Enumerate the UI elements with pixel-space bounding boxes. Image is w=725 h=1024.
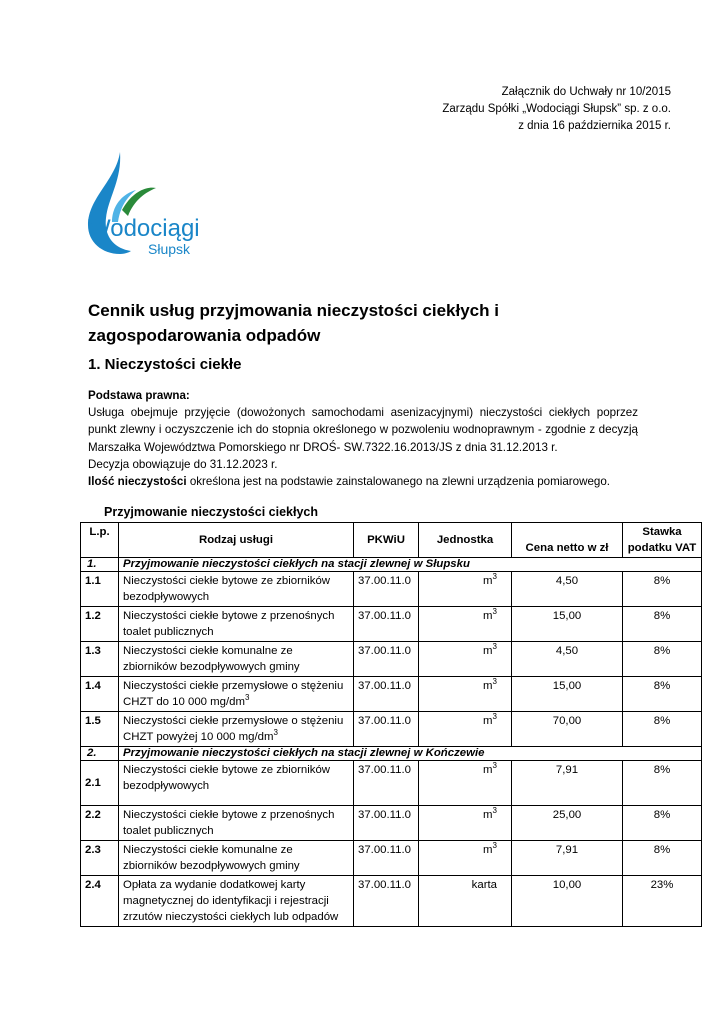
row-name: Nieczystości ciekłe komunalne ze zbiorników bezodpływowych gminy	[119, 642, 354, 677]
header-line-2: Zarządu Spółki „Wodociągi Słupsk” sp. z o.o.	[442, 103, 671, 115]
table-row	[81, 642, 702, 677]
row-pkwiu: 37.00.11.0	[354, 876, 419, 927]
row-unit: $m^3$	[419, 712, 512, 747]
row-unit: $m^3$	[419, 841, 512, 876]
row-price: 10,00	[512, 876, 623, 927]
price-table	[80, 522, 702, 927]
group-number: 2.	[81, 747, 119, 761]
row-price: 15,00	[512, 607, 623, 642]
row-lp: 1.2	[81, 607, 119, 642]
row-vat: 8%	[623, 572, 702, 607]
row-pkwiu: 37.00.11.0	[354, 806, 419, 841]
quantity-text: Ilość nieczystości określona jest na podstawie zainstalowanego na zlewni urządzenia pomiarowego.	[88, 475, 611, 489]
row-lp: 2.2	[81, 806, 119, 841]
table-row	[81, 841, 702, 876]
row-price: 70,00	[512, 712, 623, 747]
validity-text: Decyzja obowiązuje do 31.12.2023 r.	[88, 457, 278, 471]
row-name: Opłata za wydanie dodatkowej karty magnetycznej do identyfikacji i rejestracji zrzutów nieczystości ciekłych lub odpadów	[119, 876, 354, 927]
svg-text:Wodociągi: Wodociągi	[88, 215, 200, 242]
row-vat: 8%	[623, 642, 702, 677]
document-title: Cennik usług przyjmowania nieczystości ciekłych i zagospodarowania odpadów	[88, 301, 499, 345]
row-vat: 23%	[623, 876, 702, 927]
table-row	[81, 761, 702, 806]
row-lp: 1.4	[81, 677, 119, 712]
table-row	[81, 607, 702, 642]
row-lp: 2.4	[81, 876, 119, 927]
group-number: 1.	[81, 558, 119, 572]
row-lp: 1.5	[81, 712, 119, 747]
attachment-header	[442, 84, 671, 135]
row-name: Nieczystości ciekłe bytowe ze zbiorników bezodpływowych	[119, 761, 354, 806]
row-pkwiu: 37.00.11.0	[354, 607, 419, 642]
row-price: 15,00	[512, 677, 623, 712]
row-name: Nieczystości ciekłe przemysłowe o stężeniu CHZT powyżej 10 000 $mg/dm^3$	[119, 712, 354, 747]
row-price: 7,91	[512, 841, 623, 876]
row-name: Nieczystości ciekłe bytowe ze zbiorników bezodpływowych	[119, 572, 354, 607]
header-unit: Jednostka	[419, 523, 512, 558]
row-name: Nieczystości ciekłe bytowe z przenośnych toalet publicznych	[119, 806, 354, 841]
header-name: Rodzaj usługi	[119, 523, 354, 558]
row-pkwiu: 37.00.11.0	[354, 642, 419, 677]
row-pkwiu: 37.00.11.0	[354, 841, 419, 876]
group-label: Przyjmowanie nieczystości ciekłych na stacji zlewnej w Kończewie	[119, 747, 702, 761]
header-line-1: Załącznik do Uchwały nr 10/2015	[501, 86, 671, 98]
table-row	[81, 677, 702, 712]
svg-text:Słupsk: Słupsk	[148, 241, 191, 257]
row-vat: 8%	[623, 841, 702, 876]
row-pkwiu: 37.00.11.0	[354, 761, 419, 806]
row-unit: $m^3$	[419, 642, 512, 677]
row-unit: $m^3$	[419, 607, 512, 642]
row-unit: karta	[419, 876, 512, 927]
row-vat: 8%	[623, 677, 702, 712]
header-vat: Stawka podatku VAT	[623, 523, 702, 558]
group-label: Przyjmowanie nieczystości ciekłych na stacji zlewnej w Słupsku	[119, 558, 702, 572]
row-unit: $m^3$	[419, 806, 512, 841]
water-drop-icon	[82, 150, 212, 260]
row-vat: 8%	[623, 806, 702, 841]
row-lp: 1.1	[81, 572, 119, 607]
row-unit: $m^3$	[419, 677, 512, 712]
table-row	[81, 876, 702, 927]
row-unit: $m^3$	[419, 761, 512, 806]
row-lp: 1.3	[81, 642, 119, 677]
header-line-3: z dnia 16 października 2015 r.	[518, 120, 671, 132]
legal-paragraph: Usługa obejmuje przyjęcie (dowożonych samochodami asenizacyjnymi) nieczystości ciekłych poprzez punkt zlewny i oczyszczenie ich do stopnia określonego w pozwoleniu wodnoprawnym - zgodnie z decyzją Marszałka Województwa Pomorskiego nr DROŚ- SW.7322.16.2013/JS z dnia 31.12.2013 r.	[88, 406, 638, 454]
header-lp: L.p.	[81, 523, 119, 558]
row-price: 4,50	[512, 572, 623, 607]
legal-heading: Podstawa prawna:	[88, 389, 190, 402]
row-pkwiu: 37.00.11.0	[354, 572, 419, 607]
header-price: Cena netto w zł	[512, 523, 623, 558]
legal-basis	[88, 387, 638, 490]
table-title: Przyjmowanie nieczystości ciekłych	[104, 505, 318, 519]
row-name: Nieczystości ciekłe komunalne ze zbiorników bezodpływowych gminy	[119, 841, 354, 876]
row-price: 4,50	[512, 642, 623, 677]
row-vat: 8%	[623, 712, 702, 747]
row-pkwiu: 37.00.11.0	[354, 677, 419, 712]
table-row	[81, 806, 702, 841]
table-header-row	[81, 523, 702, 558]
row-pkwiu: 37.00.11.0	[354, 712, 419, 747]
row-price: 25,00	[512, 806, 623, 841]
row-vat: 8%	[623, 761, 702, 806]
header-pkwiu: PKWiU	[354, 523, 419, 558]
row-name: Nieczystości ciekłe przemysłowe o stężeniu CHZT do 10 000 $mg/dm^3$	[119, 677, 354, 712]
table-row	[81, 712, 702, 747]
row-unit: $m^3$	[419, 572, 512, 607]
section-heading: 1. Nieczystości ciekłe	[88, 356, 242, 373]
group-row	[81, 558, 702, 572]
table-row	[81, 572, 702, 607]
row-lp: 2.3	[81, 841, 119, 876]
company-logo	[82, 150, 212, 260]
row-price: 7,91	[512, 761, 623, 806]
row-vat: 8%	[623, 607, 702, 642]
group-row	[81, 747, 702, 761]
row-name: Nieczystości ciekłe bytowe z przenośnych toalet publicznych	[119, 607, 354, 642]
row-lp: 2.1	[81, 761, 119, 806]
